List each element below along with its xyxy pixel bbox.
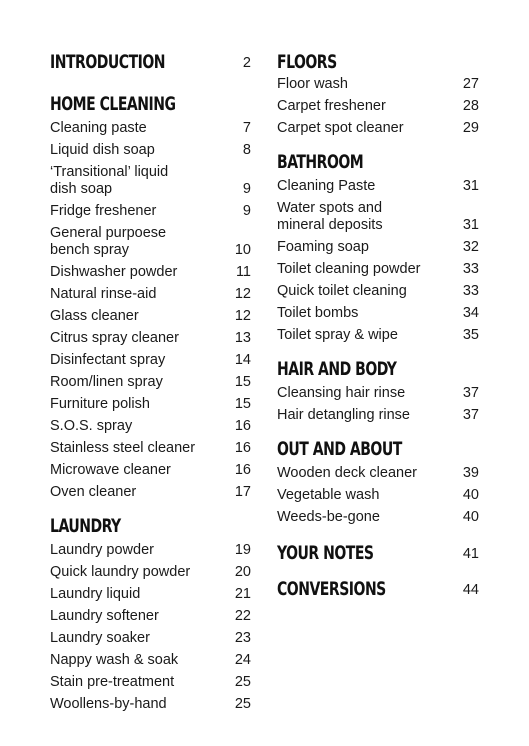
toc-entry xyxy=(277,95,479,117)
toc-entry xyxy=(277,258,479,280)
toc-entry xyxy=(50,605,251,627)
entry-title: Laundry softener xyxy=(50,607,159,624)
entry-title: Toilet cleaning powder xyxy=(277,260,421,277)
entry-title: Weeds-be-gone xyxy=(277,508,380,525)
entry-list xyxy=(277,175,479,346)
entry-list xyxy=(277,462,479,528)
toc-entry xyxy=(50,327,251,349)
entry-title: ‘Transitional’ liquid dish soap xyxy=(50,163,169,197)
toc-section-laundry xyxy=(50,507,251,715)
entry-title: Carpet freshener xyxy=(277,97,386,114)
toc-entry xyxy=(277,404,479,426)
your-notes-heading-row xyxy=(277,542,479,564)
entry-title: Quick laundry powder xyxy=(50,563,191,580)
entry-page-number: 22 xyxy=(234,607,251,624)
entry-page-number: 23 xyxy=(234,629,251,646)
section-heading: YOUR NOTES xyxy=(277,542,374,564)
entry-title: Room/linen spray xyxy=(50,373,163,390)
toc-entry xyxy=(50,583,251,605)
entry-page-number: 28 xyxy=(462,97,479,114)
conversions-heading-row xyxy=(277,578,479,600)
toc-entry xyxy=(277,462,479,484)
entry-page-number: 33 xyxy=(462,282,479,299)
section-heading: HAIR AND BODY xyxy=(277,358,397,380)
entry-page-number: 40 xyxy=(462,508,479,525)
toc-entry xyxy=(277,484,479,506)
entry-title: Glass cleaner xyxy=(50,307,139,324)
entry-title: Quick toilet cleaning xyxy=(277,282,407,299)
toc-entry xyxy=(50,222,251,261)
entry-title: Floor wash xyxy=(277,75,348,92)
entry-page-number: 33 xyxy=(462,260,479,277)
entry-title: Woollens-by-hand xyxy=(50,695,167,712)
entry-title: General purpoese bench spray xyxy=(50,224,167,258)
entry-page-number: 34 xyxy=(462,304,479,321)
section-heading: HOME CLEANING xyxy=(50,93,176,115)
entry-title: Nappy wash & soak xyxy=(50,651,179,668)
entry-title: Liquid dish soap xyxy=(50,141,155,158)
entry-page-number: 16 xyxy=(234,439,251,456)
entry-title: Furniture polish xyxy=(50,395,150,412)
entry-page-number: 32 xyxy=(462,238,479,255)
toc-entry xyxy=(50,305,251,327)
entry-page-number: 25 xyxy=(234,695,251,712)
entry-title: Vegetable wash xyxy=(277,486,380,503)
entry-page-number: 29 xyxy=(462,119,479,136)
entry-list xyxy=(50,117,251,503)
entry-title: Natural rinse-aid xyxy=(50,285,157,302)
toc-entry xyxy=(277,175,479,197)
entry-page-number: 7 xyxy=(242,119,251,136)
toc-left-column xyxy=(50,48,251,715)
entry-title: Stain pre-treatment xyxy=(50,673,175,690)
entry-page-number: 8 xyxy=(242,141,251,158)
entry-page-number: 25 xyxy=(234,673,251,690)
entry-page-number: 24 xyxy=(234,651,251,668)
entry-page-number: 40 xyxy=(462,486,479,503)
entry-title: Cleaning paste xyxy=(50,119,147,136)
toc-entry xyxy=(277,382,479,404)
toc-entry xyxy=(277,197,479,236)
entry-title: Disinfectant spray xyxy=(50,351,166,368)
entry-page-number: 11 xyxy=(235,263,251,280)
entry-page-number: 10 xyxy=(234,241,251,258)
toc-section-hair-and-body xyxy=(277,350,479,426)
section-page-number: 44 xyxy=(462,582,479,598)
toc-entry xyxy=(50,627,251,649)
section-heading: BATHROOM xyxy=(277,151,364,173)
toc-entry xyxy=(50,539,251,561)
entry-title: Fridge freshener xyxy=(50,202,157,219)
entry-title: Oven cleaner xyxy=(50,483,137,500)
section-heading: INTRODUCTION xyxy=(50,51,166,73)
entry-title: Carpet spot cleaner xyxy=(277,119,404,136)
entry-title: Cleaning Paste xyxy=(277,177,376,194)
entry-title: Toilet spray & wipe xyxy=(277,326,398,343)
entry-page-number: 37 xyxy=(462,406,479,423)
entry-page-number: 9 xyxy=(242,180,251,197)
entry-title: Cleansing hair rinse xyxy=(277,384,406,401)
entry-page-number: 12 xyxy=(234,307,251,324)
section-page-number: 2 xyxy=(242,55,251,71)
section-heading: LAUNDRY xyxy=(50,515,121,537)
entry-page-number: 12 xyxy=(234,285,251,302)
introduction-heading-row xyxy=(50,51,251,73)
toc-entry xyxy=(50,459,251,481)
section-heading: OUT AND ABOUT xyxy=(277,438,402,460)
toc-section-bathroom xyxy=(277,143,479,346)
entry-page-number: 35 xyxy=(462,326,479,343)
entry-page-number: 37 xyxy=(462,384,479,401)
entry-page-number: 15 xyxy=(234,395,251,412)
entry-page-number: 17 xyxy=(234,483,251,500)
section-page-number: 41 xyxy=(462,546,479,562)
toc-entry xyxy=(277,73,479,95)
entry-page-number: 31 xyxy=(462,216,479,233)
toc-section-your-notes xyxy=(277,542,479,564)
entry-title: Microwave cleaner xyxy=(50,461,171,478)
toc-entry xyxy=(50,671,251,693)
toc-entry xyxy=(50,139,251,161)
entry-page-number: 16 xyxy=(234,417,251,434)
entry-page-number: 39 xyxy=(462,464,479,481)
entry-page-number: 14 xyxy=(234,351,251,368)
entry-title: Toilet bombs xyxy=(277,304,359,321)
toc-section-home-cleaning xyxy=(50,85,251,503)
entry-list xyxy=(277,382,479,426)
entry-page-number: 21 xyxy=(234,585,251,602)
entry-page-number: 15 xyxy=(234,373,251,390)
entry-title: Wooden deck cleaner xyxy=(277,464,417,481)
toc-entry xyxy=(50,437,251,459)
toc-section-floors xyxy=(277,48,479,139)
entry-title: Laundry soaker xyxy=(50,629,150,646)
section-heading: FLOORS xyxy=(277,51,337,73)
toc-entry xyxy=(50,415,251,437)
entry-page-number: 13 xyxy=(234,329,251,346)
toc-entry xyxy=(50,481,251,503)
toc-entry xyxy=(50,371,251,393)
toc-entry xyxy=(50,649,251,671)
entry-title: Dishwasher powder xyxy=(50,263,178,280)
entry-title: Laundry powder xyxy=(50,541,154,558)
entry-page-number: 9 xyxy=(242,202,251,219)
toc-entry xyxy=(50,349,251,371)
toc-entry xyxy=(277,324,479,346)
toc-entry xyxy=(50,283,251,305)
toc-section-conversions xyxy=(277,578,479,600)
toc-entry xyxy=(50,261,251,283)
entry-page-number: 27 xyxy=(462,75,479,92)
entry-list xyxy=(50,539,251,715)
entry-title: Water spots and mineral deposits xyxy=(277,199,383,233)
entry-title: Foaming soap xyxy=(277,238,369,255)
section-heading: CONVERSIONS xyxy=(277,578,386,600)
toc-entry xyxy=(50,561,251,583)
toc-right-column xyxy=(277,48,479,600)
entry-page-number: 20 xyxy=(234,563,251,580)
toc-entry xyxy=(50,200,251,222)
entry-page-number: 19 xyxy=(234,541,251,558)
entry-title: Hair detangling rinse xyxy=(277,406,410,423)
toc-entry xyxy=(277,236,479,258)
entry-page-number: 31 xyxy=(462,177,479,194)
toc-section-out-and-about xyxy=(277,430,479,528)
entry-title: Stainless steel cleaner xyxy=(50,439,196,456)
toc-entry xyxy=(277,302,479,324)
entry-page-number: 16 xyxy=(234,461,251,478)
entry-title: Citrus spray cleaner xyxy=(50,329,179,346)
toc-entry xyxy=(50,117,251,139)
toc-entry xyxy=(277,506,479,528)
toc-entry xyxy=(50,393,251,415)
toc-entry xyxy=(277,117,479,139)
toc-entry xyxy=(277,280,479,302)
entry-list xyxy=(277,73,479,139)
entry-title: S.O.S. spray xyxy=(50,417,133,434)
toc-entry xyxy=(50,693,251,715)
entry-title: Laundry liquid xyxy=(50,585,141,602)
toc-section-introduction xyxy=(50,51,251,73)
toc-entry xyxy=(50,161,251,200)
